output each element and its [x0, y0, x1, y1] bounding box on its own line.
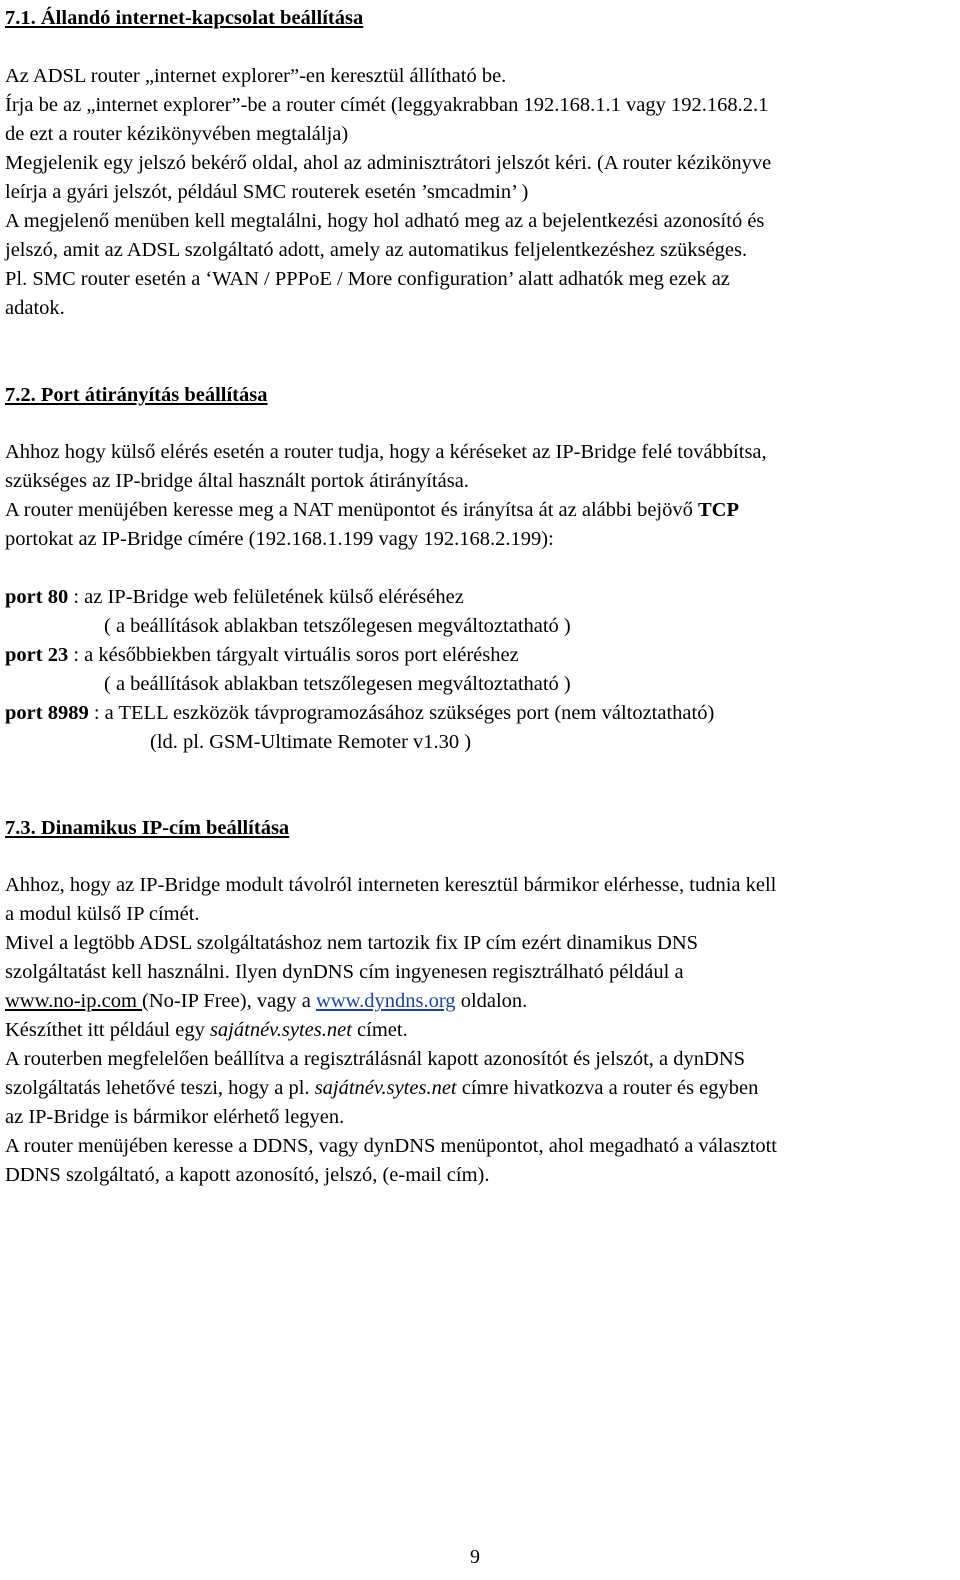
- port-description: : a TELL eszközök távprogramozásához szükséges port (nem változtatható): [88, 702, 715, 724]
- paragraph-line: az IP-Bridge is bármikor elérhető legyen.: [5, 1106, 345, 1128]
- tcp-bold: TCP: [698, 499, 739, 521]
- paragraph-line: portokat az IP-Bridge címére (192.168.1.199 vagy 192.168.2.199):: [5, 528, 554, 550]
- port-note: (ld. pl. GSM-Ultimate Remoter v1.30 ): [150, 731, 472, 753]
- paragraph-line: A routerben megfelelően beállítva a regisztrálásnál kapott azonosítót és jelszót, a dynDNS: [5, 1048, 746, 1070]
- paragraph-line: [5, 989, 527, 1013]
- port-line: [5, 585, 464, 609]
- paragraph-line: szolgáltatást kell használni. Ilyen dynDNS cím ingyenesen regisztrálható például a: [5, 961, 684, 983]
- port-description: : az IP-Bridge web felületének külső eléréséhez: [68, 586, 464, 608]
- example-text-end: címet.: [351, 1019, 408, 1041]
- example-domain: sajátnév.sytes.net: [209, 1019, 352, 1041]
- paragraph-text: címre hivatkozva a router és egyben: [456, 1077, 759, 1099]
- paragraph-line: Írja be az „internet explorer”-be a router címét (leggyakrabban 192.168.1.1 vagy 192.168.2.1: [5, 94, 769, 116]
- paragraph-line: Megjelenik egy jelszó bekérő oldal, ahol az adminisztrátori jelszót kéri. (A router kézikönyve: [5, 152, 772, 174]
- example-domain: sajátnév.sytes.net: [314, 1077, 457, 1099]
- port-line: [5, 701, 714, 725]
- paragraph-line: Pl. SMC router esetén a ‘WAN / PPPoE / More configuration’ alatt adhatók meg ezek az: [5, 268, 730, 290]
- port-number: port 23: [5, 644, 69, 666]
- paragraph-line: leírja a gyári jelszót, például SMC routerek esetén ’smcadmin’ ): [5, 181, 529, 203]
- example-text: Készíthet itt például egy: [5, 1019, 210, 1041]
- paragraph-line: a modul külső IP címét.: [5, 903, 200, 925]
- link-text: (No-IP Free), vagy a: [142, 990, 317, 1012]
- dyndns-link[interactable]: www.dyndns.org: [316, 990, 456, 1012]
- paragraph-line: adatok.: [5, 297, 65, 319]
- section-heading-7-3: 7.3. Dinamikus IP-cím beállítása: [5, 817, 290, 839]
- link-text-end: oldalon.: [455, 990, 528, 1012]
- port-number: port 80: [5, 586, 69, 608]
- section-heading-7-1: 7.1. Állandó internet-kapcsolat beállítása: [5, 7, 364, 29]
- paragraph-line: [5, 1018, 408, 1042]
- paragraph-text: szolgáltatás lehetővé teszi, hogy a pl.: [5, 1077, 315, 1099]
- paragraph-line: de ezt a router kézikönyvében megtalálja): [5, 123, 349, 145]
- paragraph-line: jelszó, amit az ADSL szolgáltató adott, amely az automatikus feljelentkezéshez szükséges.: [5, 239, 748, 261]
- paragraph-line: [5, 498, 739, 522]
- page-number: 9: [470, 1546, 480, 1568]
- paragraph-line: Ahhoz hogy külső elérés esetén a router tudja, hogy a kéréseket az IP-Bridge felé továbbítsa,: [5, 441, 767, 463]
- section-heading-7-2: 7.2. Port átirányítás beállítása: [5, 384, 268, 406]
- port-line: [5, 643, 519, 667]
- paragraph-line: Az ADSL router „internet explorer”-en keresztül állítható be.: [5, 65, 507, 87]
- no-ip-link[interactable]: www.no-ip.com: [5, 990, 143, 1012]
- paragraph-line: Mivel a legtöbb ADSL szolgáltatáshoz nem tartozik fix IP cím ezért dinamikus DNS: [5, 932, 699, 954]
- port-description: : a későbbiekben tárgyalt virtuális soros port eléréshez: [68, 644, 519, 666]
- nat-text: A router menüjében keresse meg a NAT menüpontot és irányítsa át az alábbi bejövő: [5, 499, 698, 521]
- port-number: port 8989: [5, 702, 89, 724]
- paragraph-line: [5, 1076, 758, 1100]
- paragraph-line: szükséges az IP-bridge által használt portok átirányítása.: [5, 470, 469, 492]
- paragraph-line: A megjelenő menüben kell megtalálni, hogy hol adható meg az a bejelentkezési azonosító és: [5, 210, 765, 232]
- paragraph-line: DDNS szolgáltató, a kapott azonosító, jelszó, (e-mail cím).: [5, 1164, 490, 1186]
- paragraph-line: Ahhoz, hogy az IP-Bridge modult távolról interneten keresztül bármikor elérhesse, tudnia kell: [5, 874, 777, 896]
- port-note: ( a beállítások ablakban tetszőlegesen megváltoztatható ): [104, 615, 571, 637]
- paragraph-line: A router menüjében keresse a DDNS, vagy dynDNS menüpontot, ahol megadható a választott: [5, 1135, 777, 1157]
- port-note: ( a beállítások ablakban tetszőlegesen megváltoztatható ): [104, 673, 571, 695]
